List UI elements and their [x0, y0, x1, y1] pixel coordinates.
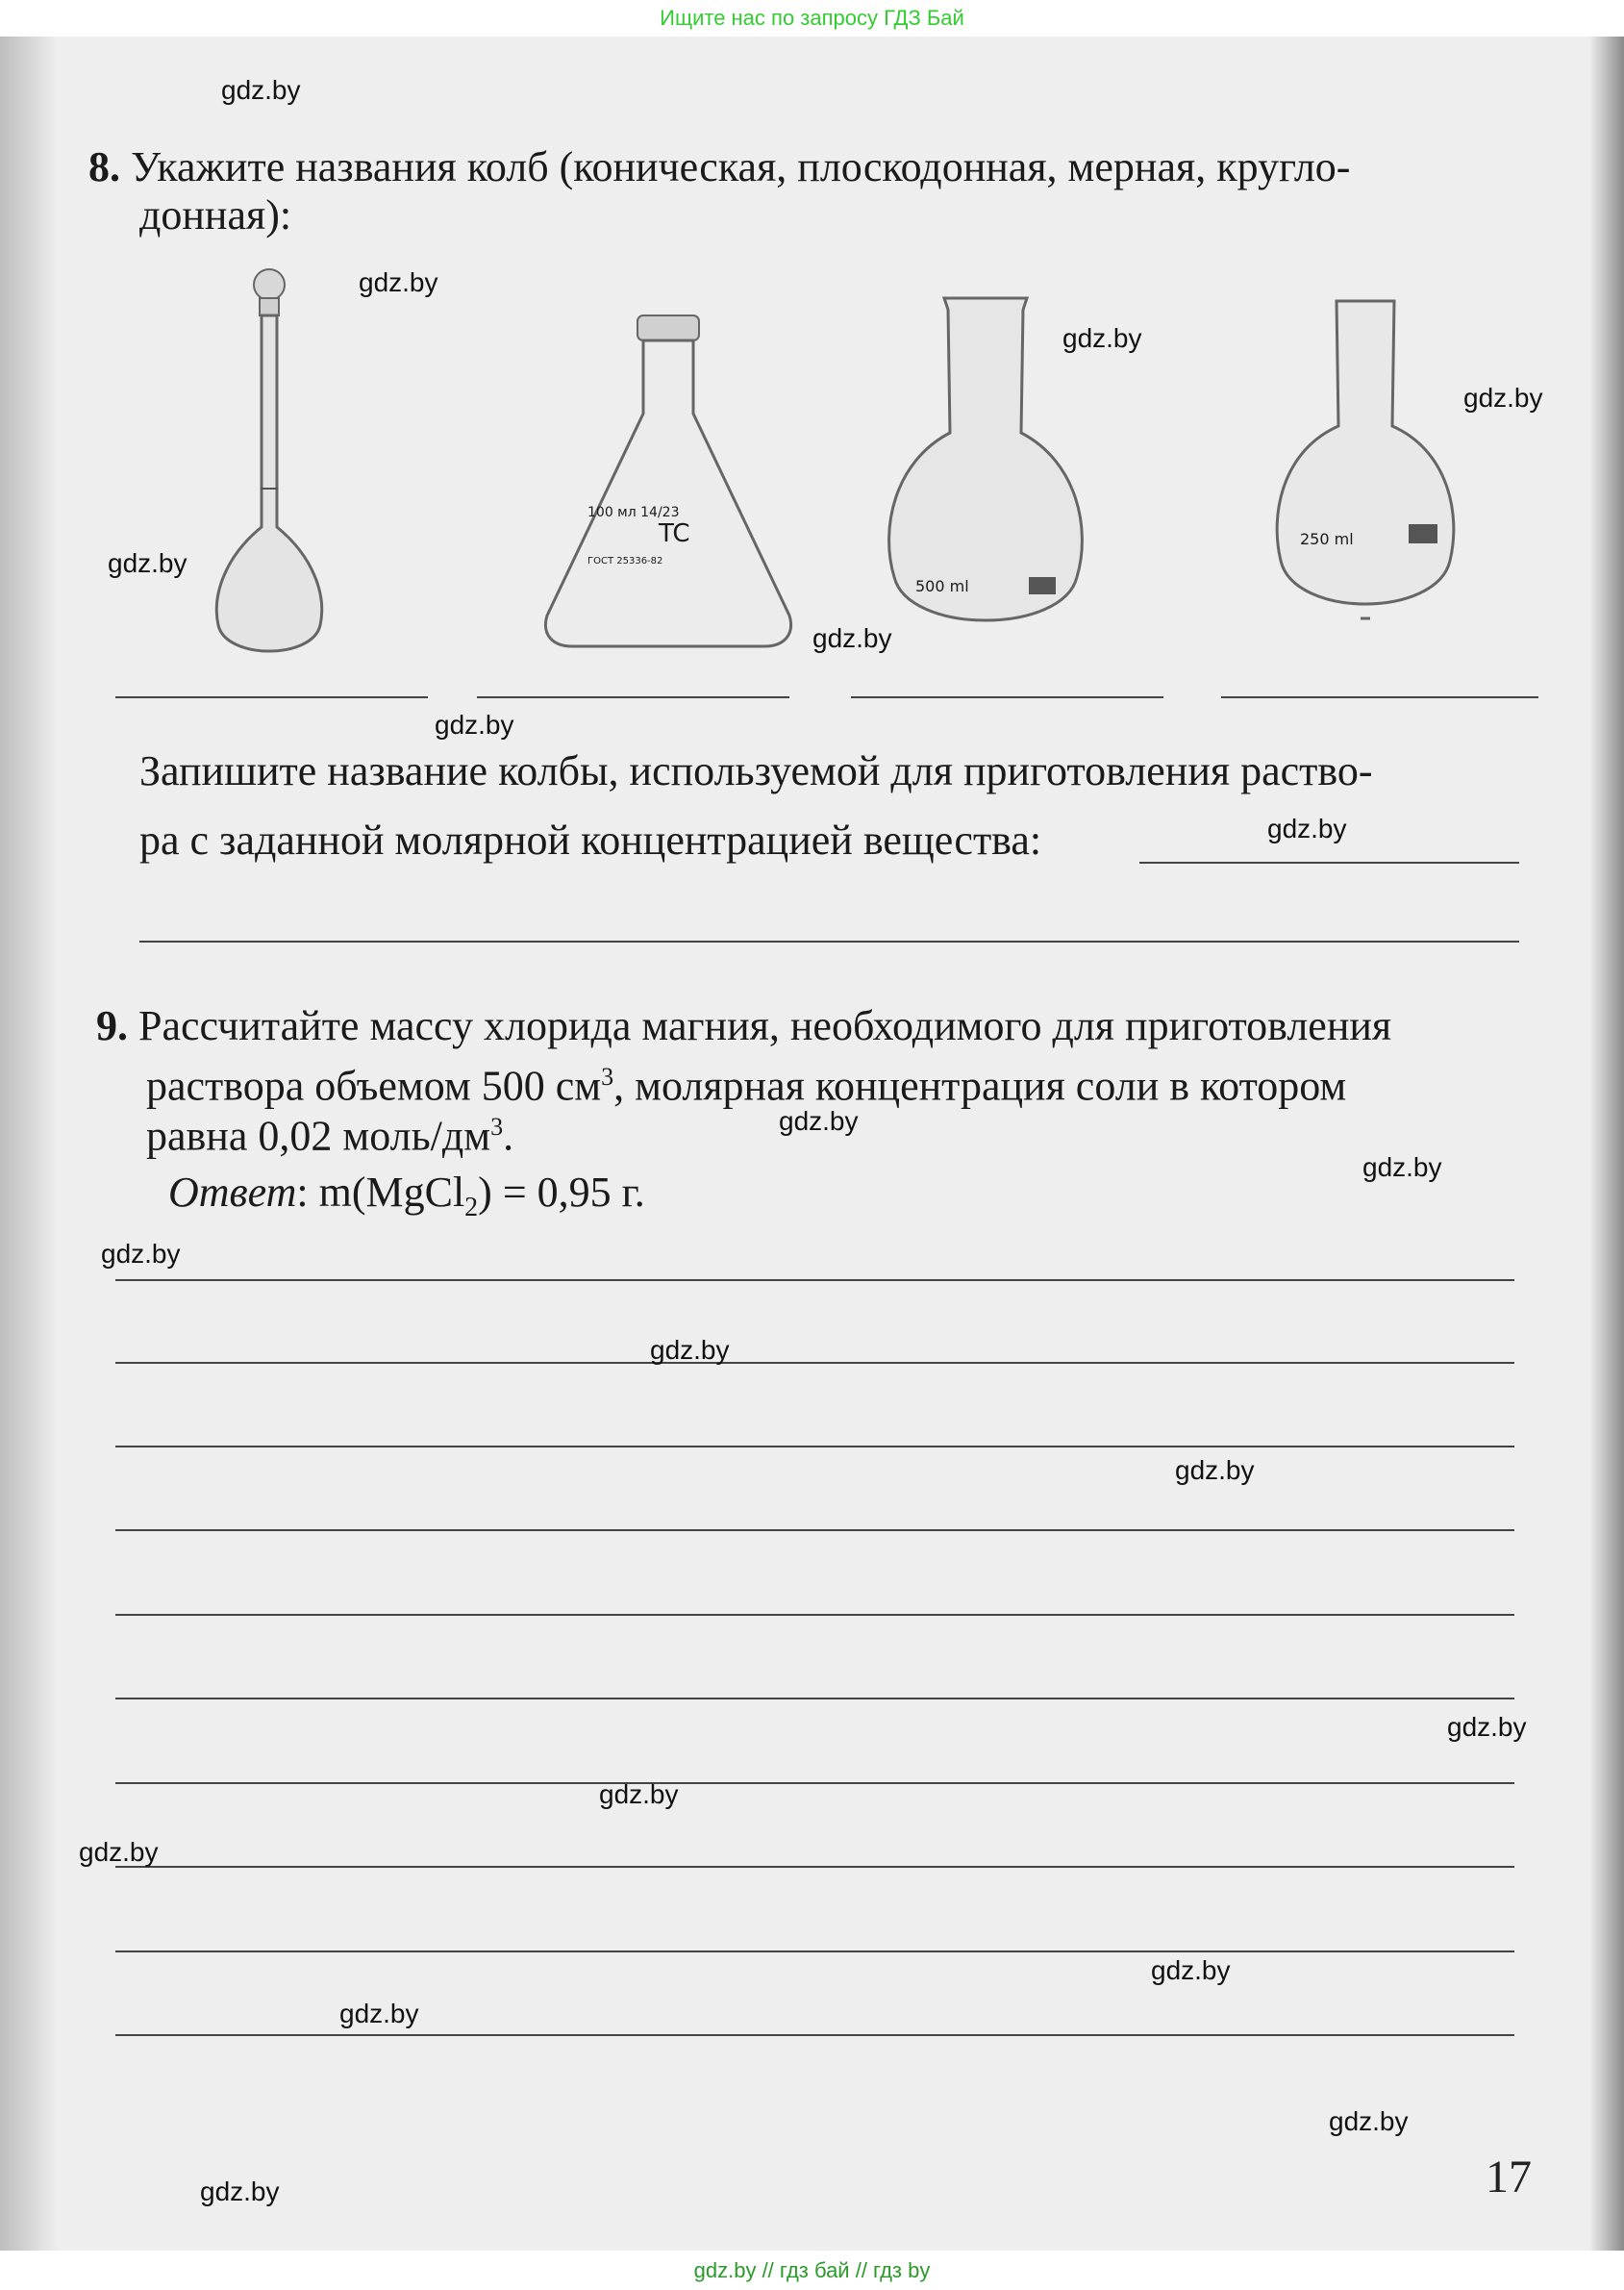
- top-banner: [0, 0, 1624, 37]
- task9-line2: [146, 1054, 1346, 1110]
- watermark: gdz.by: [1362, 1152, 1442, 1182]
- watermark: gdz.by: [221, 75, 301, 105]
- workbook-page: [0, 37, 1624, 2251]
- flask-name-answer-blank[interactable]: [1139, 862, 1519, 864]
- watermark: gdz.by: [200, 2177, 280, 2206]
- flat-bottom-flask-image: [1269, 282, 1462, 667]
- solution-line[interactable]: [115, 1529, 1514, 1531]
- answer-text-b: ) = 0,95 г.: [478, 1169, 645, 1216]
- volumetric-flask-image: [207, 267, 332, 671]
- watermark: gdz.by: [1175, 1455, 1255, 1485]
- conical-flask-image: [534, 308, 803, 654]
- task8-sub-line2: ра с заданной молярной концентрацией вещества:: [139, 817, 1042, 864]
- answer-blank-1[interactable]: [115, 696, 428, 698]
- conical-flask-label: 100 мл 14/23: [587, 505, 680, 520]
- watermark: gdz.by: [101, 1239, 181, 1269]
- answer-text-a: : m(MgCl: [296, 1169, 465, 1216]
- bottom-banner-text: gdz.by // гдз бай // гдз by: [693, 2258, 931, 2282]
- watermark: gdz.by: [650, 1335, 730, 1365]
- flat-bottom-flask-label: 250 ml: [1300, 530, 1354, 548]
- task8-number: 8.: [88, 143, 120, 190]
- task8-line2: донная):: [139, 191, 292, 239]
- solution-line[interactable]: [115, 1279, 1514, 1281]
- solution-line[interactable]: [115, 1446, 1514, 1447]
- task9-sup-1: 3: [601, 1063, 614, 1091]
- page-shadow-left: [0, 37, 58, 2251]
- answer-label: Ответ: [168, 1169, 297, 1216]
- watermark: gdz.by: [812, 623, 892, 653]
- task8-line1: [88, 144, 1350, 190]
- task9-text-2a: раствора объемом 500 см: [146, 1062, 602, 1110]
- task9-text-3a: равна 0,02 моль/дм: [146, 1112, 491, 1160]
- watermark: gdz.by: [1267, 814, 1347, 843]
- watermark: gdz.by: [79, 1837, 159, 1867]
- page-number: 17: [1486, 2152, 1532, 2202]
- watermark: gdz.by: [599, 1779, 679, 1809]
- answer-subscript: 2: [464, 1192, 479, 1222]
- solution-line[interactable]: [115, 1950, 1514, 1952]
- solution-line[interactable]: [115, 1866, 1514, 1868]
- task9-text-2b: , молярная концентрация соли в котором: [613, 1062, 1347, 1110]
- conical-flask-gost: ГОСТ 25336-82: [587, 556, 663, 566]
- task9-text-1: Рассчитайте массу хлорида магния, необходимого для приготовления: [138, 1002, 1392, 1049]
- round-bottom-flask-label: 500 ml: [915, 577, 969, 595]
- watermark: gdz.by: [1151, 1955, 1231, 1985]
- round-bottom-flask-image: [885, 289, 1087, 664]
- task9-sup-2: 3: [490, 1113, 504, 1141]
- bottom-banner: [0, 2251, 1624, 2290]
- watermark: gdz.by: [435, 710, 514, 740]
- conical-flask-brand: TC: [659, 519, 690, 548]
- answer-blank-4[interactable]: [1221, 696, 1538, 698]
- watermark: gdz.by: [779, 1106, 859, 1136]
- task9-line3: [146, 1104, 513, 1160]
- solution-line[interactable]: [115, 1782, 1514, 1784]
- solution-line[interactable]: [115, 2034, 1514, 2036]
- page-shadow-right: [1589, 37, 1624, 2251]
- solution-line[interactable]: [115, 1614, 1514, 1616]
- answer-blank-3[interactable]: [851, 696, 1163, 698]
- task9-line1: [96, 1003, 1391, 1049]
- watermark: gdz.by: [1062, 323, 1142, 353]
- flask-name-answer-blank-2[interactable]: [139, 941, 1519, 943]
- watermark: gdz.by: [339, 1999, 419, 2028]
- top-banner-text: Ищите нас по запросу ГДЗ Бай: [660, 6, 964, 30]
- solution-line[interactable]: [115, 1362, 1514, 1364]
- solution-line[interactable]: [115, 1698, 1514, 1699]
- watermark: gdz.by: [359, 267, 438, 297]
- watermark: gdz.by: [1329, 2106, 1409, 2136]
- task8-text-1: Укажите названия колб (коническая, плоскодонная, мерная, кругло-: [131, 143, 1351, 190]
- task9-number: 9.: [96, 1002, 128, 1049]
- answer-blank-2[interactable]: [477, 696, 789, 698]
- watermark: gdz.by: [1447, 1712, 1527, 1742]
- task9-answer: [168, 1170, 645, 1231]
- task9-text-3b: .: [503, 1112, 514, 1160]
- watermark: gdz.by: [1463, 383, 1543, 413]
- watermark: gdz.by: [108, 548, 187, 578]
- task8-sub-line1: Запишите название колбы, используемой для приготовления раство-: [139, 747, 1373, 794]
